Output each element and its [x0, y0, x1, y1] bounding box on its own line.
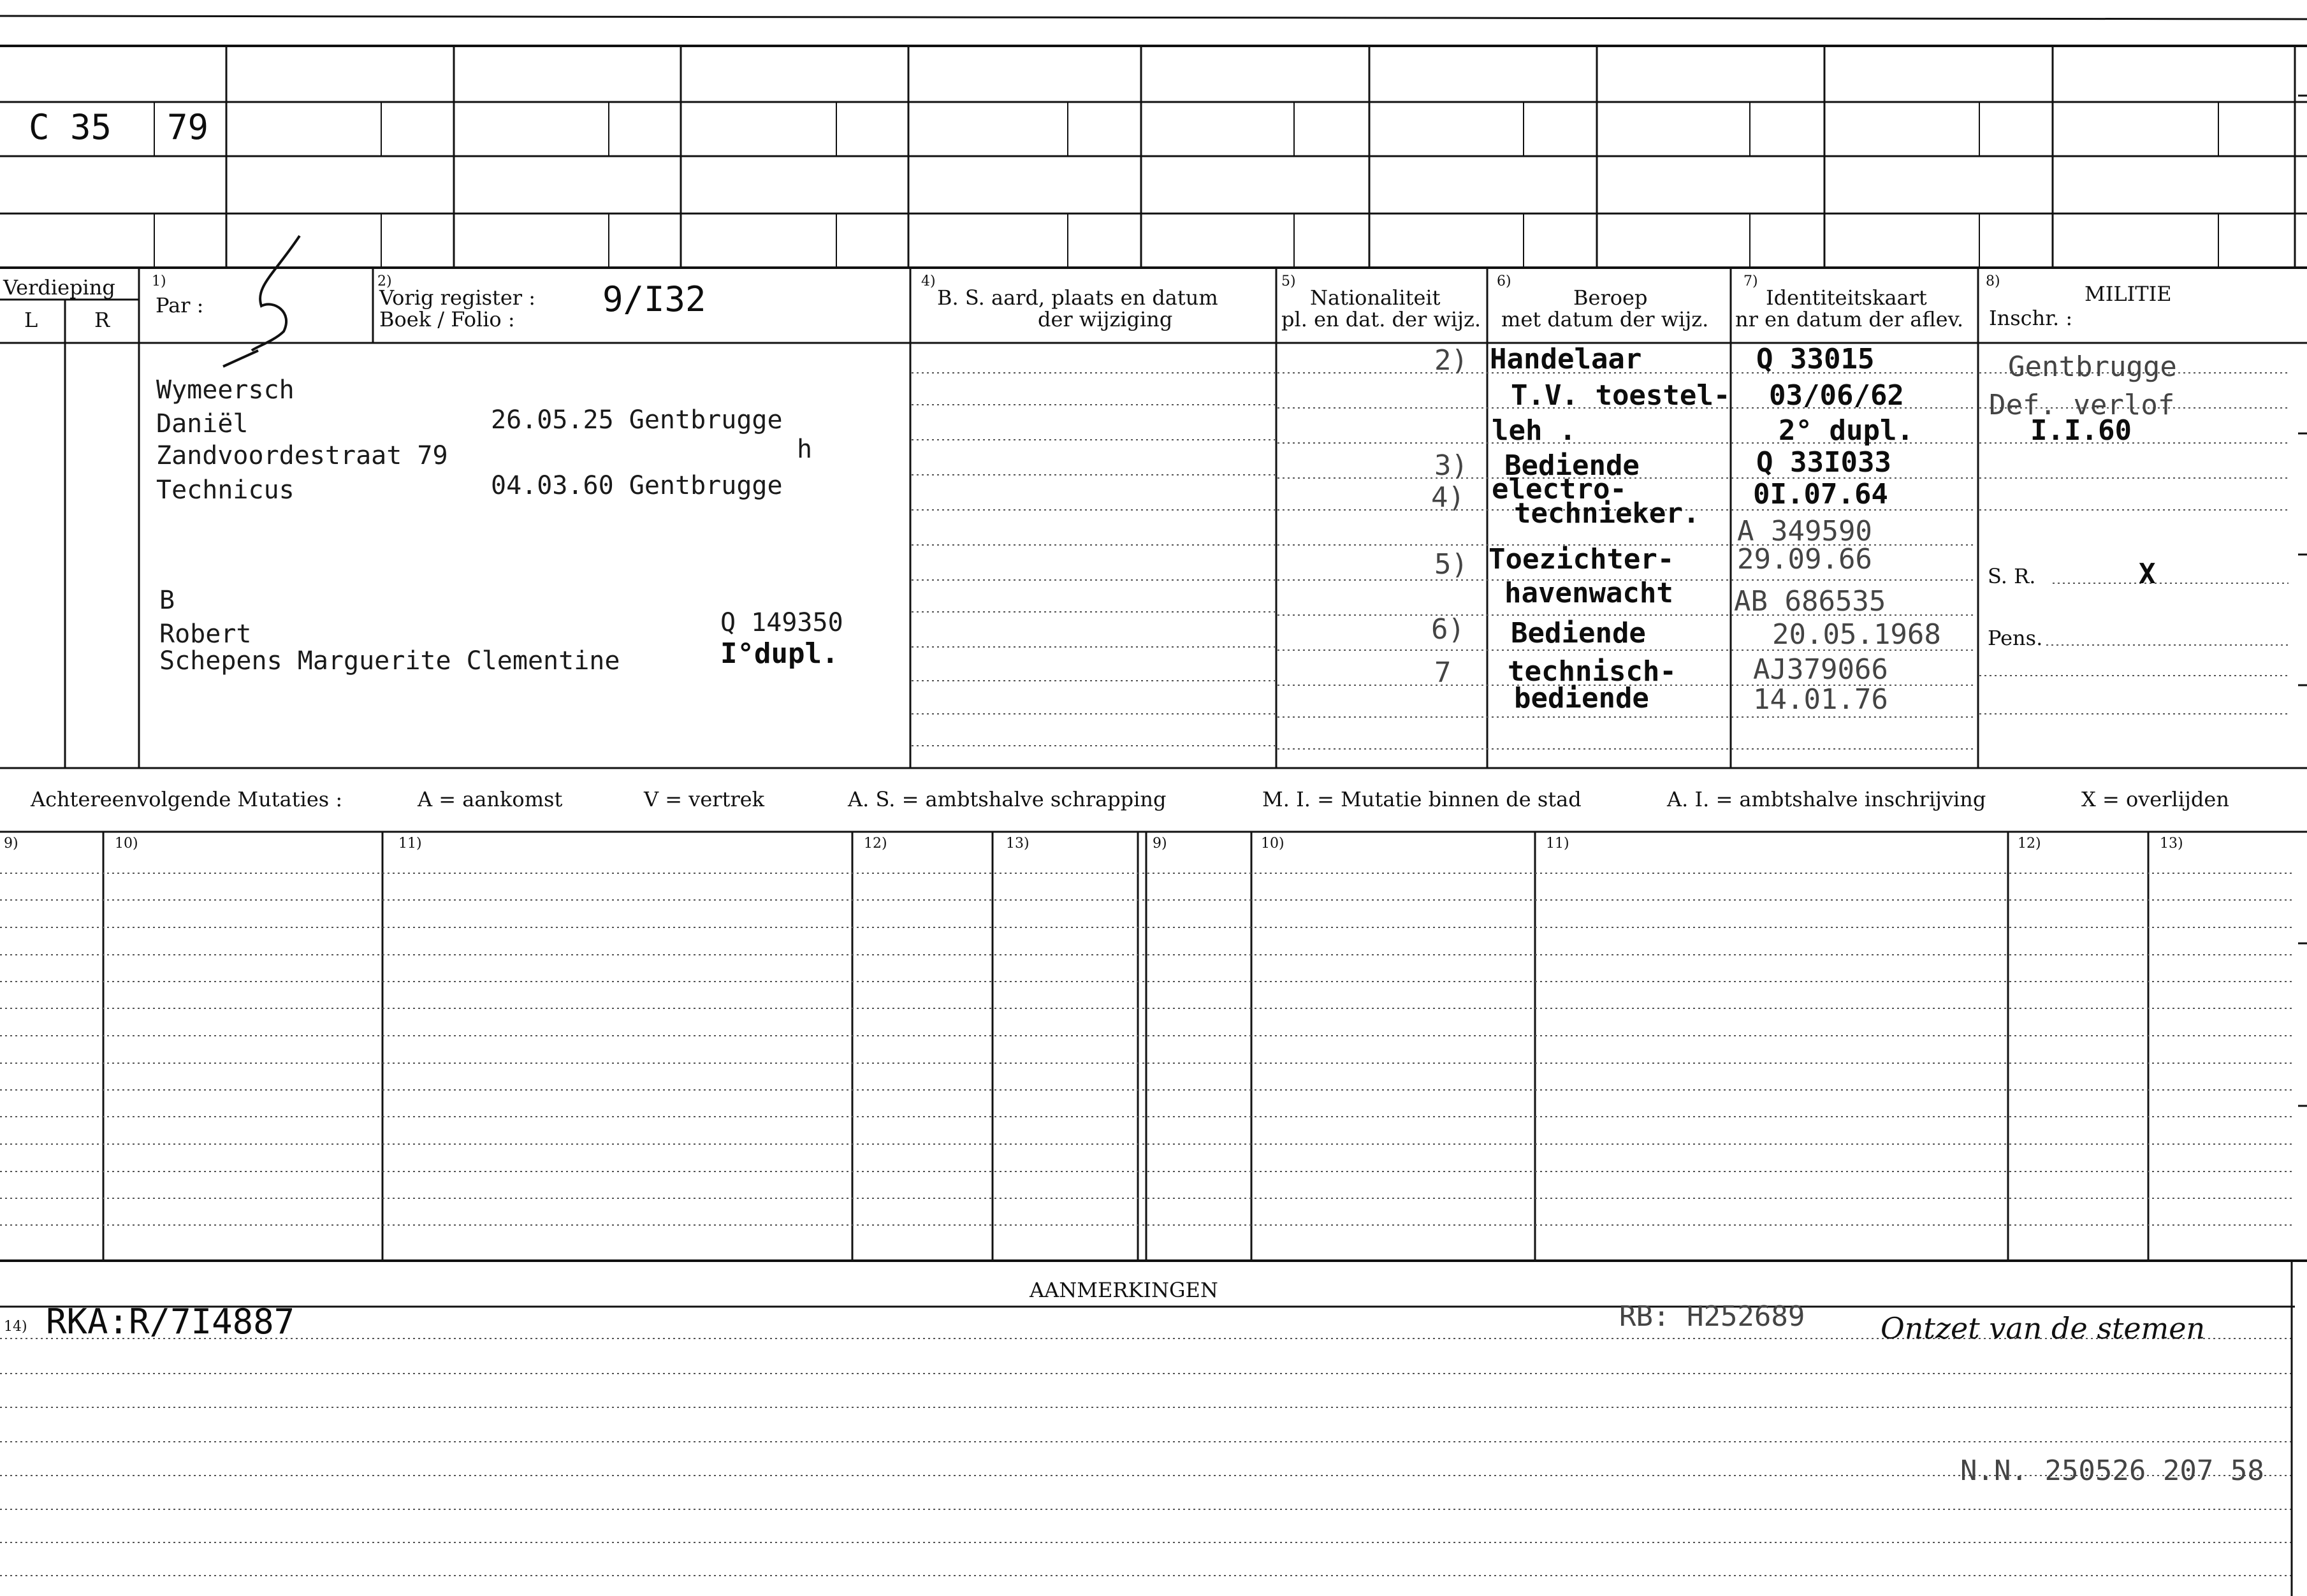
mut-col-9-right: 9) — [1153, 836, 1167, 852]
mut-col-13-left: 13) — [1006, 836, 1030, 852]
mut-col-9-left: 9) — [4, 836, 18, 852]
card-code: C 35 — [29, 107, 112, 147]
edge-ticks — [2298, 96, 2307, 1106]
id-entry-7: 29.09.66 — [1737, 543, 1872, 576]
identiteit-header-line2: nr en datum der aflev. — [1735, 307, 1964, 331]
militie-header: MILITIE — [2085, 282, 2172, 306]
top-grid — [0, 16, 2307, 268]
mutaties-grid-lines — [0, 832, 2307, 1261]
nationaliteit-header-line2: pl. en dat. der wijz. — [1281, 307, 1481, 331]
mut-col-13-right: 13) — [2160, 836, 2183, 852]
mut-col-11-left: 11) — [398, 836, 422, 852]
spouse-firstname: Robert — [159, 620, 252, 649]
verdieping-l-label: L — [24, 308, 38, 332]
legend-overlijden: X = overlijden — [2081, 787, 2229, 811]
id-entry-9: 20.05.1968 — [1772, 618, 1941, 651]
aanmerkingen-title: AANMERKINGEN — [1030, 1278, 1218, 1302]
boek-folio-label: Boek / Folio : — [379, 307, 515, 331]
vorig-register-value: 9/I32 — [602, 279, 706, 319]
inschr-label: Inschr. : — [1989, 306, 2073, 330]
bs-header-line2: der wijziging — [1038, 307, 1173, 331]
militie-entry-2: Def. verlof — [1989, 389, 2175, 421]
col4-number: 4) — [921, 273, 936, 289]
person-id-dupl: I°dupl. — [720, 637, 839, 670]
mut-col-10-right: 10) — [1261, 836, 1284, 852]
spouse-name: Schepens Marguerite Clementine — [159, 646, 620, 676]
beroep-num-4: 4) — [1431, 481, 1465, 514]
beroep-entry-5: electro- — [1492, 473, 1627, 505]
id-entry-4: Q 33I033 — [1756, 446, 1891, 479]
militie-entry-3: I.I.60 — [2030, 414, 2132, 447]
mut-col-10-left: 10) — [115, 836, 138, 852]
col8-number: 8) — [1986, 273, 2000, 289]
person-date2: 04.03.60 Gentbrugge — [491, 471, 783, 500]
col7-number: 7) — [1743, 273, 1758, 289]
beroep-entry-6: technieker. — [1514, 497, 1700, 530]
header-row-lines — [0, 268, 2307, 768]
sr-value: X — [2139, 558, 2156, 590]
par-label: Par : — [156, 293, 204, 317]
id-entry-2: 03/06/62 — [1769, 379, 1904, 412]
person-h-mark: h — [797, 435, 813, 464]
person-id-number: Q 149350 — [720, 608, 843, 637]
beroep-entry-10: technisch- — [1508, 655, 1677, 688]
person-address: Zandvoordestraat 79 — [156, 441, 448, 470]
nationaliteit-header-line1: Nationaliteit — [1310, 286, 1441, 310]
person-firstname: Daniël — [156, 409, 249, 439]
mut-col-12-left: 12) — [864, 836, 887, 852]
col1-number: 1) — [152, 273, 166, 289]
id-entry-8: AB 686535 — [1734, 585, 1886, 618]
pens-label: Pens. — [1988, 626, 2043, 650]
legend-aankomst: A = aankomst — [418, 787, 563, 811]
mutaties-title: Achtereenvolgende Mutaties : — [31, 787, 343, 811]
id-entry-3: 2° dupl. — [1779, 414, 1914, 447]
col5-number: 5) — [1281, 273, 1296, 289]
verdieping-r-label: R — [94, 308, 110, 332]
id-entry-5: 0I.07.64 — [1753, 478, 1888, 511]
vorig-register-label: Vorig register : — [379, 286, 536, 310]
beroep-entry-4: Bediende — [1504, 449, 1640, 482]
nn-number: N.N. 250526 207 58 — [1960, 1455, 2264, 1487]
beroep-num-2: 2) — [1434, 344, 1468, 377]
beroep-header-line2: met datum der wijz. — [1501, 307, 1709, 331]
beroep-num-3: 3) — [1434, 449, 1468, 482]
card-number: 79 — [167, 107, 209, 147]
legend-ambtshalve-inschrijving: A. I. = ambtshalve inschrijving — [1667, 787, 1986, 811]
aanmerkingen-number: 14) — [4, 1319, 27, 1335]
beroep-entry-1: Handelaar — [1490, 343, 1642, 375]
rb-reference: RB: H252689 — [1619, 1300, 1805, 1333]
beroep-entry-8: havenwacht — [1504, 577, 1673, 609]
id-entry-10: AJ379066 — [1753, 653, 1888, 686]
par-handwritten-mark — [223, 236, 300, 366]
beroep-entry-7: Toezichter- — [1488, 543, 1675, 576]
id-entry-6: A 349590 — [1737, 515, 1872, 548]
militie-entry-1: Gentbrugge — [2008, 351, 2177, 383]
beroep-num-6: 6) — [1431, 613, 1465, 646]
handwritten-remark: Ontzet van de stemen — [1881, 1311, 2206, 1346]
legend-mutatie-binnen-stad: M. I. = Mutatie binnen de stad — [1262, 787, 1582, 811]
person-status: B — [159, 586, 175, 615]
beroep-num-7: 7 — [1434, 657, 1452, 689]
mut-col-11-right: 11) — [1546, 836, 1569, 852]
beroep-header-line1: Beroep — [1573, 286, 1648, 310]
person-profession: Technicus — [156, 475, 295, 505]
person-surname: Wymeersch — [156, 375, 295, 405]
person-birth: 26.05.25 Gentbrugge — [491, 405, 783, 435]
beroep-entry-11: bediende — [1514, 682, 1649, 715]
sr-label: S. R. — [1988, 564, 2036, 588]
legend-vertrek: V = vertrek — [644, 787, 765, 811]
beroep-entry-2: T.V. toestel- — [1511, 379, 1731, 412]
identiteit-header-line1: Identiteitskaart — [1766, 286, 1927, 310]
id-entry-11: 14.01.76 — [1753, 683, 1888, 716]
bs-header-line1: B. S. aard, plaats en datum — [937, 286, 1218, 310]
mut-col-12-right: 12) — [2018, 836, 2041, 852]
beroep-num-5: 5) — [1434, 548, 1468, 581]
verdieping-label: Verdieping — [3, 275, 115, 300]
beroep-entry-3: leh . — [1492, 414, 1576, 447]
rka-reference: RKA:R/7I4887 — [46, 1302, 295, 1342]
beroep-entry-9: Bediende — [1511, 617, 1646, 649]
legend-ambtshalve-schrapping: A. S. = ambtshalve schrapping — [848, 787, 1167, 811]
col2-number: 2) — [377, 273, 392, 289]
main-section-lines — [0, 373, 2307, 768]
id-entry-1: Q 33015 — [1756, 343, 1875, 375]
col6-number: 6) — [1497, 273, 1511, 289]
